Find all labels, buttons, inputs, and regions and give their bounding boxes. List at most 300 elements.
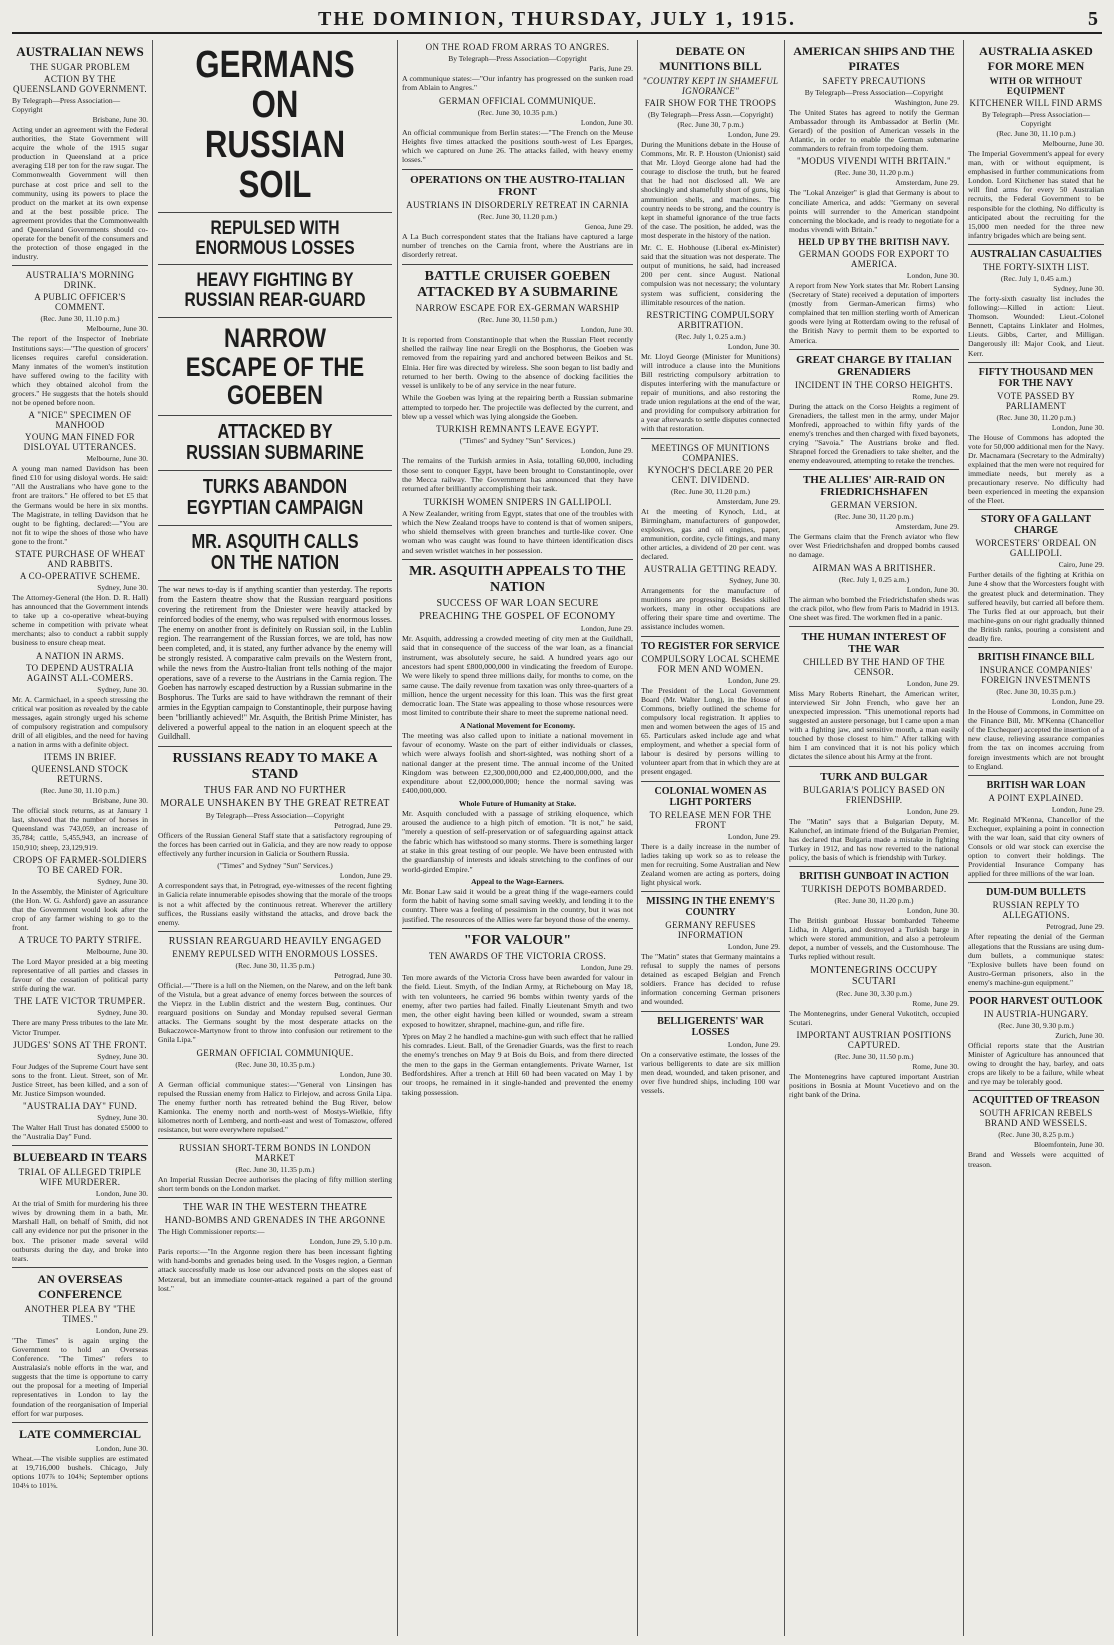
headline: JUDGES' SONS AT THE FRONT. (13, 1039, 147, 1050)
dateline: Sydney, June 30. (97, 1051, 148, 1061)
divider (789, 866, 959, 867)
section-subhead: Appeal to the Wage-Earners. (471, 876, 564, 886)
received-time: (Rec. June 30, 11.20 p.m.) (834, 168, 914, 178)
article-body: While the Goeben was lying at the repairing berth a Russian submarine attempted to torpedo her. The projectile was deflected by the current, and blew up a vessel which was lying alongside the Goeben. (402, 393, 633, 422)
column-rule (637, 40, 638, 1636)
credit: By Telegraph—Press Association—Copyright (448, 54, 587, 63)
article-body: Arrangements for the manufacture of munitions are progressing. Besides skilled workers, many in other occupations are offering their spare time and overtime. The assistance includes women. (641, 586, 780, 632)
subheadline: "COUNTRY KEPT IN SHAMEFUL IGNORANCE" (642, 76, 779, 96)
divider (968, 775, 1104, 776)
article-body: In the Assembly, the Minister of Agriculture (the Hon. W. G. Ashford) gave an assurance that the Government would look after the crop of any farmer wishing to go to the front. (12, 886, 148, 932)
headline: BATTLE CRUISER GOEBEN ATTACKED BY A SUBMARINE (417, 268, 618, 300)
article-body: A communique states:—"Our infantry has progressed on the sunken road from Ablain to Angres." (402, 74, 633, 93)
article-body: Miss Mary Roberts Rinehart, the American writer, interviewed Sir John French, who gave her an unexpected impression. "This unemotional reports had suggested an austere personage, but I came upon a man with a fighting jaw, and sensitive mouth, a man easily touched by those closest to him." After talking with him I am convinced that it is not his policy which dictates the silence about his Army at the front. (789, 688, 959, 762)
dateline: Sydney, June 30. (97, 583, 148, 592)
divider (12, 1145, 148, 1146)
subheadline: NARROW ESCAPE FOR EX-GERMAN WARSHIP (415, 302, 620, 313)
column-rule (152, 40, 153, 1636)
column-rule (397, 40, 398, 1636)
headline: GERMAN OFFICIAL COMMUNIQUE. (438, 95, 597, 106)
divider (158, 580, 392, 581)
credit: By Telegraph—Press Association—Copyright (804, 88, 944, 97)
divider (402, 264, 633, 265)
headline-deck: TURKS ABANDON EGYPTIAN CAMPAIGN (186, 476, 364, 520)
article-body: The Lord Mayor presided at a big meeting representative of all parties and classes in favour of the cessation of political party strife during the war. (12, 957, 148, 994)
headline: A NATION IN ARMS. (35, 650, 125, 661)
dateline: Sydney, June 30. (729, 576, 780, 586)
article-body: Wheat.—The visible supplies are estimated at 19,716,000 bushels. Chicago, July options 107⅞ to 104⅜; September options 104⅛ to 101⅜. (12, 1453, 148, 1490)
dateline: Washington, June 29. (894, 98, 959, 107)
article-body: A young man named Davidson has been fined £10 for using disloyal words. He said: "All the Australians who have gone to the front are traitors." He offered to bet £5 that the Germans would be here in six months. The Magistrate, in telling Davidson that he ought to be fighting, declared:—"You are not fit to wipe the shoes of those who have gone to the front." (12, 464, 148, 546)
headline: AUSTRALIA ASKED FOR MORE MEN (979, 44, 1093, 73)
divider (789, 469, 959, 470)
dateline: Amsterdam, June 29. (895, 178, 959, 188)
headline: AN OVERSEAS CONFERENCE (37, 1271, 123, 1301)
headline: A "NICE" SPECIMEN OF MANHOOD (28, 410, 132, 431)
headline: BLUEBEARD IN TEARS (13, 1150, 147, 1165)
headline: BRITISH WAR LOAN (986, 779, 1086, 791)
dateline: London, June 29. (727, 130, 780, 139)
subheadline: MORALE UNSHAKEN BY THE GREAT RETREAT (160, 798, 390, 810)
subheadline: THUS FAR AND NO FURTHER (203, 785, 347, 797)
headline: OPERATIONS ON THE AUSTRO-ITALIAN FRONT (410, 173, 625, 198)
headline: TO REGISTER FOR SERVICE (641, 640, 780, 652)
article-body: After repeating the denial of the German allegations that the Russians are using dum-dum bullets, a communique states: "Explosive bullets have been found on Austro-German prisoners, also in the enemy's machine-gun equipment." (968, 932, 1104, 987)
subheadline: SOUTH AFRICAN REBELS BRAND AND WESSELS. (979, 1108, 1093, 1129)
dateline: London, June 30. (906, 906, 959, 916)
headline: GERMAN OFFICIAL COMMUNIQUE. (196, 1047, 354, 1058)
divider (158, 1138, 392, 1139)
column-war-headlines (158, 40, 392, 1636)
dateline: Genoa, June 29. (584, 221, 633, 231)
article-body: The "Lokal Anzeiger" is glad that Germany is about to conciliate America, and adds: "Germany on several points will surrender to the American standpoint concerning the blockade, and is ready to negotiate for a modus vivendi with Britain." (789, 188, 959, 234)
headline: STATE PURCHASE OF WHEAT AND RABBITS. (15, 549, 145, 569)
subheadline: HAND-BOMBS AND GRENADES IN THE ARGONNE (164, 1215, 386, 1226)
dateline: London, June 30. (906, 584, 959, 594)
headline: AUSTRALIA'S MORNING DRINK. (25, 270, 135, 291)
received-time: (Rec. June 30, 11.20 p.m.) (670, 486, 751, 496)
received-time: (Rec. June 30, 11.20 p.m.) (996, 412, 1076, 422)
headline: LATE COMMERCIAL (18, 1426, 142, 1441)
subheadline: IN AUSTRIA-HUNGARY. (983, 1008, 1089, 1019)
article-body: The forty-sixth casualty list includes the following:—Killed in action: Lieut. Thomson. Wounded: Lieut.-Colonel Bennett, Captains Linklater and Holmes, Lieuts. Gibbs, Carter, and Milligan. Dangerously ill: Major Cook, and Lieut. Kerr. (968, 293, 1104, 358)
divider (968, 362, 1104, 363)
headline: DUM-DUM BULLETS (986, 887, 1086, 899)
subheadline: VOTE PASSED BY PARLIAMENT (997, 390, 1075, 411)
article-body: A German official communique states:—"General von Linsingen has repulsed the Russian enemy from Halicz to Firlejow, and across Gnila Lipa. The enemy further north has retreated behind the Bug River, below Kamionka. The enemy north and north-west of Mostys-Wielkie, fifty kilometres north of Lemberg, and north-east and west of Tomaszow, offered resistance, but were everywhere repulsed." (158, 1079, 392, 1134)
received-time: (Rec. June 30, 8.25 p.m.) (998, 1130, 1074, 1140)
dateline: Rome, June 29. (912, 391, 959, 401)
article-body: Four Judges of the Supreme Court have sent sons to the front. Lieut. Street, son of Mr. Justice Street, has been killed, and a son of Mr. Justice Simpson wounded. (12, 1061, 148, 1098)
subheadline: RUSSIAN REPLY TO ALLEGATIONS. (992, 900, 1080, 921)
column-australia-men (968, 40, 1104, 1636)
subheadline: COMPULSORY LOCAL SCHEME FOR MEN AND WOMEN. (641, 653, 780, 674)
article-body: Paris reports:—"In the Argonne region there has been incessant fighting with hand-bombs and grenades being used. In the Vosges region, a German attack successfully made us lose our advanced posts on the slopes east of Metzeral, but an immediate counter-attack regained a part of the ground lost." (158, 1247, 392, 1293)
article-body: The official stock returns, as at January 1 last, showed that the number of horses in Queensland was 743,059, an increase of 35,784; cattle, 5,455,943, an increase of 150,910; sheep, 23,129,919. (12, 806, 148, 852)
headline-deck: NARROW ESCAPE OF THE GOEBEN (185, 323, 365, 410)
headline: AMERICAN SHIPS AND THE PIRATES (793, 44, 955, 73)
headline: TURK AND BULGAR (820, 770, 928, 783)
article-body: The "Matin" says that a Bulgarian Deputy, M. Kalunchef, an intimate friend of the Bulgarian Premier, has declared that Bulgaria made a mistake in fighting Turkey in 1912, and has now reverted to the national policy, the basis of which is friendship with Turkey. (789, 816, 959, 862)
dateline: London, June 30. (727, 341, 780, 351)
subheadline: FAIR SHOW FOR THE TROOPS (644, 98, 777, 108)
received-time: (Rec. June 30, 9.30 p.m.) (998, 1020, 1074, 1030)
dateline: Brisbane, June 30. (92, 796, 148, 806)
credit: By Telegraph—Press Association—Copyright (981, 110, 1091, 128)
dateline: London, June 29. (580, 624, 633, 634)
subheadline: GERMAN VERSION. (830, 500, 918, 511)
dateline: London, June 29. (906, 678, 959, 688)
subheadline: TEN AWARDS OF THE VICTORIA CROSS. (428, 951, 607, 962)
headline: MR. ASQUITH APPEALS TO THE NATION (409, 564, 626, 596)
subheadline: GERMANY REFUSES INFORMATION (665, 919, 756, 940)
article-body: The airman who bombed the Friedrichshafen sheds was the crack pilot, who flew from Paris to Madrid in 1913. One sheet was fired. The workmen fled in a panic. (789, 594, 959, 622)
credit: By Telegraph—Press Association—Copyright (12, 96, 121, 114)
subheadline: TO RELEASE MEN FOR THE FRONT (649, 809, 772, 830)
dateline: London, June 29. (727, 941, 780, 951)
dateline: Melbourne, June 30. (86, 947, 148, 957)
headline: DEBATE ON MUNITIONS BILL (659, 44, 762, 73)
dateline: Cairo, June 29. (1058, 560, 1104, 570)
dateline: Sydney, June 30. (97, 684, 148, 694)
dateline: Rome, June 30. (912, 1061, 959, 1071)
subheadline: WORCESTERS' ORDEAL ON GALLIPOLI. (975, 538, 1097, 559)
divider (968, 244, 1104, 245)
divider (968, 647, 1104, 648)
subheadline: A CO-OPERATIVE SCHEME. (19, 571, 141, 581)
divider (402, 928, 633, 929)
dateline: London, June 29. (1051, 697, 1104, 707)
divider (158, 525, 392, 526)
article-body: The Attorney-General (the Hon. D. R. Hall) has announced that the Government intends to take up a co-operative wheat-buying scheme in competition with private wheat merchants; also to conduct a rabbit supply business to ensure cheap meat. (12, 593, 148, 648)
article-body: Brand and Wessels were acquitted of treason. (968, 1150, 1104, 1169)
page-number: 5 (1088, 8, 1098, 30)
dateline: London, June 29. (727, 1039, 780, 1049)
subheadline: THE FORTY-SIXTH LIST. (982, 261, 1090, 272)
article-body: The United States has agreed to notify the German Ambassador through its Ambassador at Berlin (Mr. Gerard) of the position of American vessels in the Atlantic, in order to enable the German submarine commanders to refrain from torpedoing them. (789, 108, 959, 154)
article-body: Mr. Reginald M'Kenna, Chancellor of the Exchequer, explaining a point in connection with the war loan, said that city owners of Consols or old war stock can exercise the option to convert their holdings. The Providential Insurance Company has applied for three millions of the war loan. (968, 814, 1104, 879)
headline: MISSING IN THE ENEMY'S COUNTRY (646, 895, 775, 918)
received-time: (Rec. June 30, 7 p.m.) (677, 120, 744, 129)
article-body: During the Munitions debate in the House of Commons, Mr. R. P. Houston (Unionist) said that Mr. Lloyd George alone had had the courage to disclose the truth, but he feared that he had not disclosed all. We are shockingly and shamefully short of guns, big ammunition shells, and machines. The country needs to be strong, and the country is kept in shameful ignorance of the true facts of the case. The position, he added, was the most desperate in the history of the nation. (641, 140, 780, 240)
subheadline: ACTION BY THE QUEENSLAND GOVERNMENT. (13, 74, 147, 94)
dateline: Zurich, June 30. (1055, 1030, 1104, 1040)
article-body: The Montenegrins, under General Vukotitch, occupied Scutari. (789, 1008, 959, 1027)
subheadline: YOUNG MAN FINED FOR DISLOYAL UTTERANCES. (23, 432, 137, 453)
headline: THE LATE VICTOR TRUMPER. (14, 996, 146, 1007)
article-body: The House of Commons has adopted the vote for 50,000 additional men for the Navy. Dr. Macnamara (Secretary to the Admiralty) explained that the men were not required for immediate needs, but merely as a precautionary reserve. No difficulty had been experienced in meeting the expansion of the Fleet. (968, 432, 1104, 506)
headline: ON THE ROAD FROM ARRAS TO ANGRES. (425, 42, 610, 52)
divider (402, 559, 633, 560)
headline: RUSSIAN SHORT-TERM BONDS IN LONDON MARKET (179, 1143, 371, 1164)
headline: TURKISH WOMEN SNIPERS IN GALLIPOLI. (423, 496, 612, 507)
received-time: (Rec. July 1, 0.25 a.m.) (838, 574, 910, 584)
section-subhead: Whole Future of Humanity at Stake. (459, 798, 576, 808)
subheadline: WITH OR WITHOUT EQUIPMENT (989, 76, 1083, 96)
headline: "AUSTRALIA DAY" FUND. (22, 1101, 138, 1111)
column-american-ships (789, 40, 959, 1636)
article-body: Mr. Lloyd George (Minister for Munitions) will introduce a clause into the Munitions Bill restricting compulsory arbitration to disputes interfering with the manufacture or repair of munitions, and also restoring the trade union regulations at the end of the war, and providing for compulsory arbitration for a year afterwards to settle disputes connected with that restoration. (641, 351, 780, 434)
article-body: Mr. C. E. Hobhouse (Liberal ex-Minister) said that the situation was not desperate. The output of munitions, he said, had increased 200 per cent. since August. National compulsion was not necessary; the voluntary system was sufficient, considering the illimitable resources of the nation. (641, 243, 780, 307)
headline: BRITISH FINANCE BILL (977, 652, 1095, 664)
dateline: London, June 29. (727, 675, 780, 685)
article-body: "The Times" is again urging the Government to hold an Overseas Conference. "The Times" refers to Australasia's noble efforts in the war, and suggests that the time is opportune to carry out the proposal for a meeting of Imperial representatives in London to lay the foundation of the reorganisation of Imperial effort for war purposes. (12, 1335, 148, 1418)
divider (158, 212, 392, 213)
section-subhead: A National Movement for Economy. (459, 720, 576, 730)
article-body: The Germans claim that the French aviator who flew over West Friedrichshafen and dropped bombs caused no damage. (789, 532, 959, 560)
headline-deck: REPULSED WITH ENORMOUS LOSSES (195, 217, 355, 259)
service-credit: ("Times" and Sydney "Sun" Services.) (217, 861, 333, 871)
article-body: Official.—"There is a lull on the Niemen, on the Narew, and on the left bank of the Vistula, but a great advance of enemy forces between the sources of the Vieprz in the Lublin district and the western Bug, continues. Our rearguard positions on Sunday and Monday repulsed several German attacks. The Germans sought by the most desperate attacks on the Bukaczowce-Martynow front to throw into confusion our retirement to the Gnila Lipa." (158, 980, 392, 1045)
article-body: A report from New York states that Mr. Robert Lansing (Secretary of State) received a deputation of importers (mostly from German-American firms) who complained that ten million sterling worth of American goods were lying at Rotterdam owing to the refusal of the British Navy to permit them to be exported to America. (789, 280, 959, 345)
section-title: AUSTRALIAN NEWS (16, 44, 144, 59)
headline: IMPORTANT AUSTRIAN POSITIONS CAPTURED. (796, 1029, 952, 1050)
headline: RESTRICTING COMPULSORY ARBITRATION. (646, 309, 775, 330)
dateline: London, June 30. (580, 117, 633, 127)
headline: BELLIGERENTS' WAR LOSSES (657, 1015, 764, 1038)
dateline: Petrograd, June 29. (1046, 922, 1104, 932)
received-time: (Rec. June 30, 3.30 p.m.) (836, 988, 912, 998)
dateline: London, June 30. (95, 1443, 148, 1453)
received-time: (Rec. June 30, 11.35 p.m.) (235, 1165, 315, 1175)
dateline: Melbourne, June 30. (86, 454, 148, 464)
article-body: During the attack on the Corso Heights a regiment of Grenadiers, the tallest men in the army, under Major Monfredi, approached to within fifty yards of the enemy's trenches and then charged with fixed bayonets, crying "Savoia." The Austrians broke and fled. Shrapnel forced the Grenadiers to take shelter, and the enemy endeavoured, attempting to retake the trenches. (789, 401, 959, 466)
masthead (12, 6, 1102, 34)
subheadline: TRIAL OF ALLEGED TRIPLE WIFE MURDERER. (18, 1167, 142, 1188)
article-body: The remains of the Turkish armies in Asia, totalling 60,000, including those sent to conquer Egypt, have been brought to Constantinople, over the Mecca railway. The Government has announced that they have returned after brilliantly accomplishing their task. (402, 456, 633, 494)
subheadline: A PUBLIC OFFICER'S COMMENT. (34, 292, 126, 313)
article-body: An official communique from Berlin states:—"The French on the Meuse Heights five times attacked the positions south-west of Les Eparges, which we captured on June 26. The attacks failed, with heavy enemy losses." (402, 127, 633, 165)
headline: BRITISH GUNBOAT IN ACTION (799, 871, 949, 883)
received-time: (Rec. July 1, 0.25 a.m.) (675, 331, 746, 341)
headline: COLONIAL WOMEN AS LIGHT PORTERS (654, 785, 767, 808)
dateline: London, June 29. (1051, 804, 1104, 814)
headline: TURKISH REMNANTS LEAVE EGYPT. (436, 424, 599, 435)
article-body: Ypres on May 2 he handled a machine-gun with such effect that he rallied his comrades. Lieut. Ball, of the Grenadier Guards, was the first to reach the enemy's trenches on May 9 at Bois du Bois, and from there directed the men to the gaps in the German entanglements. Private Warner, 1st Bedfordshires. After a trench at Hill 60 had been vacated on May 1 by our troops, he remained in it single-handed and prevented the enemy taking possession. (402, 1031, 633, 1097)
divider (158, 746, 392, 747)
headline: STORY OF A GALLANT CHARGE (980, 514, 1092, 537)
headline: FIFTY THOUSAND MEN FOR THE NAVY (978, 366, 1094, 389)
received-time: (Rec. June 30, 11.50 p.m.) (477, 314, 558, 324)
subheadline: TO DEPEND AUSTRALIA AGAINST ALL-COMERS. (25, 662, 135, 683)
main-headline: GERMANS ON RUSSIAN SOIL (195, 44, 355, 206)
subheadline: KITCHENER WILL FIND ARMS (969, 98, 1103, 108)
credit: The High Commissioner reports:— (158, 1227, 265, 1237)
article-body: It is reported from Constantinople that when the Russian Fleet recently shelled the railway line near Eregli on the Bosphorus, the Goeben was removed from the repairing yard and anchored between Beikos and St. Elnia. Her fire was directed by wireless. She soon began to list badly and returned to her berth. Owing to the absence of docking facilities the vessel is unlikely to be of any service in the near future. (402, 334, 633, 391)
headline: CROPS OF FARMER-SOLDIERS TO BE CARED FOR. (12, 854, 148, 875)
dateline: London, June 29. (727, 831, 780, 841)
divider (968, 509, 1104, 510)
headline: AUSTRALIAN CASUALTIES (970, 248, 1102, 260)
headline-deck: MR. ASQUITH CALLS ON THE NATION (191, 531, 359, 575)
divider (12, 265, 148, 266)
article-body: Acting under an agreement with the Federal authorities, the State Government will acquire the whole of the 1915 sugar production in Queensland at a price averaging £18 per ton for the raw sugar. The Commonwealth Government will then purchase at cost price and sell to the community, using its powers to place the product on the market at its own expense and at the best possible price. The agreement provides that the Commonwealth and Queensland Governments should co-operate for the benefit of the consumers and the protection of those engaged in the industry. (12, 125, 148, 262)
dateline: Petrograd, June 29. (334, 821, 392, 831)
dateline: Melbourne, June 30. (86, 324, 148, 334)
column-rule (963, 40, 964, 1636)
article-body: The British gunboat Hussar bombarded Teheeme Lidha, in Algeria, and destroyed a Turkish barge in which were stored ammunition, and also a petroleum depot, a number of vessels, and the Customhouse. The Turks replied without result. (789, 916, 959, 962)
received-time: (Rec. June 30, 10.35 p.m.) (996, 687, 1076, 697)
subheadline: CHILLED BY THE HAND OF THE CENSOR. (803, 656, 945, 677)
received-time: (Rec. June 30, 11.10 p.m.) (40, 786, 120, 796)
headline: HELD UP BY THE BRITISH NAVY. (798, 236, 950, 247)
divider (158, 470, 392, 471)
subheadline: ENEMY REPULSED WITH ENORMOUS LOSSES. (172, 948, 378, 959)
article-body: Mr. Bonar Law said it would be a great thing if the wage-earners could form the habit of having some small saving weekly, and lending it to the country. There was a feeling of pessimism in the country, but it was not justified. The resources of the Allies were far beyond those of the enemy. (402, 886, 633, 924)
article-body: Ten more awards of the Victoria Cross have been awarded for valour in the field. Lieut. Smyth, of the Indian Army, at Richebourg on May 18, with ten volunteers, he carried 96 bombs within twenty yards of the enemy, after two parties had failed. Finally Lieutenant Smyth and two men, the other eight having been killed or wounded, swam a stream exposed to howitzer, shrapnel, machine-gun, and rifle fire. (402, 973, 633, 1029)
headline: ITEMS IN BRIEF. (43, 752, 117, 763)
dateline: London, June 29. (339, 871, 392, 881)
headline: THE SUGAR PROBLEM (29, 62, 131, 72)
dateline: Sydney, June 30. (97, 1008, 148, 1018)
article-body: At the meeting of Kynoch, Ltd., at Birmingham, manufacturers of gunpowder, explosives, gas and oil engines, paper, ammunition, cordite, cycle fittings, and many other articles, a dividend of 20 per cent. was declared. (641, 506, 780, 561)
column-munitions (641, 40, 780, 1636)
dateline: Sydney, June 30. (97, 1113, 148, 1122)
divider (158, 264, 392, 265)
service-credit: ("Times" and Sydney "Sun" Services.) (459, 436, 576, 446)
divider (789, 349, 959, 350)
subheadline: SUCCESS OF WAR LOAN SECURE (436, 598, 599, 610)
divider (968, 882, 1104, 883)
article-body: The report of the Inspector of Inebriate Institutions says:—"The question of grocers' licenses requires careful consideration. Many inmates of the women's institution have suffered owing to the facility with which they obtained alcohol from the grocers." He suggests that the hotels should not be opened before noon. (12, 334, 148, 408)
dateline: Rome, June 29. (912, 998, 959, 1008)
article-body: There is a daily increase in the number of ladies taking up work so as to release the men for recruiting. Some Australian and New Zealand women are acting as porters, doing light physical work. (641, 841, 780, 887)
divider (158, 1197, 392, 1198)
headline: "FOR VALOUR" (463, 933, 572, 949)
article-body: Mr. A. Carmichael, in a speech stressing the critical war position as revealed by the cable messages, again strongly urged his scheme of compulsory registration and compulsory drill of all eligibles, and the need for having a nation in arms with a definite object. (12, 694, 148, 750)
headline: THE WAR IN THE WESTERN THEATRE (182, 1202, 368, 1214)
subheadline: A POINT EXPLAINED. (988, 792, 1084, 803)
dateline: London, June 30. (580, 324, 633, 334)
credit: (By Telegraph—Press Assn.—Copyright) (648, 110, 773, 119)
divider (641, 1011, 780, 1012)
article-body: On a conservative estimate, the losses of the various belligerents to date are six million men dead, wounded, and taken prisoner, and over five hundred ships, including 100 war vessels. (641, 1049, 780, 1095)
dateline: Sydney, June 30. (1053, 283, 1104, 293)
received-time: (Rec. June 30, 11.50 p.m.) (834, 1051, 914, 1061)
subheadline: GERMAN GOODS FOR EXPORT TO AMERICA. (798, 248, 950, 269)
received-time: (Rec. June 30, 11.20 p.m.) (477, 211, 558, 221)
article-body: Mr. Asquith, addressing a crowded meeting of city men at the Guildhall, said that in consequence of the success of the war loan, as a financial instrument, was absolutely secure, he said. A hundred years ago our ancestors had spent £800,000,000 in vindicating the freedom of Europe. We were likely to spend three millions daily, for months to come, on the same cause. The daily revenue from taxation was only three-quarters of a million, hence the urgent necessity for this loan. This was the first great democratic loan. The State was appealing to those whose resources were most limited to contribute their share to meet the supreme national need. (402, 634, 633, 718)
article-body: The "Matin" states that Germany maintains a refusal to supply the names of persons detained as escaped Belgian and French soldiers. France has decided to refuse information concerning German prisoners and wounded. (641, 951, 780, 1007)
headline: POOR HARVEST OUTLOOK (969, 995, 1103, 1007)
headline-deck: HEAVY FIGHTING BY RUSSIAN REAR-GUARD (184, 270, 366, 312)
subheadline: INSURANCE COMPANIES' FOREIGN INVESTMENTS (979, 665, 1093, 686)
received-time: (Rec. June 30, 11.20 p.m.) (834, 896, 914, 906)
article-body: There are many Press tributes to the late Mr. Victor Trumper. (12, 1018, 148, 1037)
headline: THE ALLIES' AIR-RAID ON FRIEDRICHSHAFEN (802, 474, 946, 499)
dateline: Petrograd, June 30. (334, 970, 392, 980)
dateline: Sydney, June 30. (97, 876, 148, 886)
article-body: Official reports state that the Austrian Minister of Agriculture has announced that owing to drought the hay, barley, and oats crops are likely to be a failure, while wheat and rye may be tolerably good. (968, 1040, 1104, 1087)
subheadline: AUSTRIANS IN DISORDERLY RETREAT IN CARNIA (406, 199, 629, 210)
article-body: A New Zealander, writing from Egypt, states that one of the troubles with which the New Zealand troops have to contend is that of women snipers, who shield themselves with green branches and turtle-like cover. One woman who was caught was found to have thirteen identification discs and seven wristlet watches in her possession. (402, 508, 633, 555)
article-body: An Imperial Russian Decree authorises the placing of fifty million sterling short term bonds on the London market. (158, 1175, 392, 1194)
headline: GREAT CHARGE BY ITALIAN GRENADIERS (796, 353, 952, 378)
article-body: The Montenegrins have captured important Austrian positions in Bosnia at Mount Vucetievo and on the right bank of the Drina. (789, 1071, 959, 1099)
headline: RUSSIANS READY TO MAKE A STAND (172, 751, 378, 783)
column-war-news (402, 40, 633, 1636)
dateline: London, June 30. (906, 270, 959, 280)
article-body: Further details of the fighting at Krithia on June 4 show that the Worcesters fought with the greatest pluck and determination. They suffered heavily, but carried all before them. The Turks fled at our approach, but their machine-guns on our right gradually thinned the British ranks, pouring a consistent and deadly fire. (968, 570, 1104, 643)
subheadline: PREACHING THE GOSPEL OF ECONOMY (419, 611, 616, 623)
dateline: London, June 30. (1051, 422, 1104, 432)
divider (641, 438, 780, 439)
received-time: (Rec. June 30, 11.10 p.m.) (996, 129, 1076, 138)
subheadline: BULGARIA'S POLICY BASED ON FRIENDSHIP. (802, 784, 946, 805)
headline-deck: ATTACKED BY RUSSIAN SUBMARINE (186, 421, 364, 465)
subheadline: INCIDENT IN THE CORSO HEIGHTS. (795, 379, 953, 390)
subheadline: KYNOCH'S DECLARE 20 PER CENT. DIVIDEND. (647, 464, 774, 485)
headline: MEETINGS OF MUNITIONS COMPANIES. (651, 442, 770, 463)
dateline: Melbourne, June 30. (1042, 139, 1104, 148)
column-australian-news (12, 40, 148, 1636)
dateline: London, June 29. (906, 806, 959, 816)
received-time: (Rec. June 30, 11.20 p.m.) (834, 512, 914, 522)
divider (12, 1422, 148, 1423)
divider (158, 415, 392, 416)
subheadline: QUEENSLAND STOCK RETURNS. (31, 764, 129, 785)
dateline: Amsterdam, June 29. (716, 496, 780, 506)
dateline: Paris, June 29. (589, 64, 633, 73)
headline: RUSSIAN REARGUARD HEAVILY ENGAGED (168, 935, 382, 947)
dateline: London, June 29, 5.10 p.m. (309, 1237, 392, 1247)
article-body: Mr. Asquith concluded with a passage of striking eloquence, which aroused the audience to a high pitch of emotion. "It is not," he said, "merely a question of self-preservation or of safeguarding against attack the fabric which has withstood so many storms. There is something larger at stake in this great testing of our people. We have been entrusted with the guardianship of interests and ideals stretching to the confines of our world-girded Empire." (402, 808, 633, 874)
divider (641, 891, 780, 892)
divider (968, 1090, 1104, 1091)
dateline: London, June 30. (339, 1069, 392, 1079)
subheadline: ANOTHER PLEA BY "THE TIMES." (24, 1303, 136, 1324)
divider (158, 317, 392, 318)
war-summary: The war news to-day is if anything scantier than yesterday. The reports from the Eastern theatre show that the Russian rearguard positions covering the retirement from the Dniester were heavily attacked by reinforced bodies of the enemy, who was repulsed with enormous losses. The enemy on another front is definitely on Russian soil, in the Lublin region. The rearrangement of the Russian forces, we are told, has now been completed, and, it is stated, any further advance by the enemy will be strongly resisted. A comparative calm prevails on the Western front, while the news from the Austro-Italian front tells nothing of the major operations, save of a reverse to the Austrians in the Carnia region. The Goeben has narrowly escaped destruction by a Russian submarine in the Bosphorus. The Turks are said to have withdrawn the remnant of their armies in the Egyptian campaign to Constantinople, their purpose having been "brilliantly achieved!" Mr. Asquith, the British Prime Minister, has delivered a powerful appeal to the nation in an eloquent speech at the Guildhall. (158, 585, 392, 742)
column-rule (784, 40, 785, 1636)
article-body: At the trial of Smith for murdering his three wives by drowning them in a bath, Mr. Marshall Hall, on behalf of Smith, did not call any evidence nor put the prisoner in the box. The prisoner made several wild outbursts during the day, and broke into tears. (12, 1199, 148, 1263)
divider (789, 766, 959, 767)
headline: ACQUITTED OF TREASON (972, 1095, 1100, 1107)
headline: THE HUMAN INTEREST OF THE WAR (801, 630, 947, 655)
headline: "MODUS VIVENDI WITH BRITAIN." (797, 156, 951, 167)
dateline: London, June 29. (95, 1325, 148, 1335)
received-time: (Rec. June 30, 11.10 p.m.) (40, 314, 120, 324)
article-body: The Walter Hall Trust has donated £5000 to the "Australia Day" Fund. (12, 1123, 148, 1142)
article-body: A correspondent says that, in Petrograd, eye-witnesses of the recent fighting in Galicia relate innumerable episodes showing that the morale of the troops is not a whit affected by the continuous retreat. Wherever the artillery suffices, the Russians easily withstand the attacks, and drove back the enemy. (158, 881, 392, 927)
dateline: London, June 30. (95, 1189, 148, 1199)
subheadline: SAFETY PRECAUTIONS (822, 76, 926, 86)
headline: MONTENEGRINS OCCUPY SCUTARI (810, 964, 938, 987)
divider (402, 169, 633, 170)
masthead-title: THE DOMINION, THURSDAY, JULY 1, 1915. (318, 7, 796, 30)
divider (789, 626, 959, 627)
dateline: Brisbane, June 30. (92, 115, 148, 124)
divider (968, 991, 1104, 992)
article-body: A La Buch correspondent states that the Italians have captured a large number of trenches on the Carnia front, where the Austrians are in disorderly retreat. (402, 231, 633, 260)
headline: AUSTRALIA GETTING READY. (643, 564, 778, 575)
divider (641, 781, 780, 782)
received-time: (Rec. June 30, 10.35 p.m.) (477, 107, 558, 117)
dateline: London, June 29. (580, 963, 633, 973)
article-body: The President of the Local Government Board (Mr. Walter Long), in the House of Commons, briefly outlined the scheme for compulsory local registration. It applies to men and women between the ages of 15 and 65. Particulars asked include age and what employment, and whether a special form of labour is desired by persons willing to volunteer apart from that in which they are at present engaged. (641, 685, 780, 777)
received-time: (Rec. June 30, 11.35 p.m.) (235, 960, 315, 970)
subheadline: TURKISH DEPOTS BOMBARDED. (801, 884, 947, 895)
headline: A TRUCE TO PARTY STRIFE. (18, 935, 142, 946)
dateline: Amsterdam, June 29. (895, 522, 959, 532)
divider (12, 1267, 148, 1268)
headline: AIRMAN WAS A BRITISHER. (812, 562, 936, 573)
article-body: The meeting was also called upon to initiate a national movement in favour of economy. Waste on the part of either individuals or classes, which were always foolish and short-sighted, was nothing short of a national danger at the present time. The annual income of the United Kingdom was between £2,300,000,000 and £2,400,000,000, and the expenditure about £2,000,000,000; hence the normal saving was £400,000,000. (402, 730, 633, 796)
divider (158, 931, 392, 932)
article-body: Officers of the Russian General Staff state that a satisfactory regrouping of the forces has been carried out in Galicia, and they are now ready to oppose effectively any further incursion in Galicia or Southern Russia. (158, 831, 392, 859)
received-time: (Rec. July 1, 0.45 a.m.) (1000, 273, 1072, 283)
article-body: The Imperial Government's appeal for every man, with or without equipment, is emphasised in further communications from London. Lord Kitchener has stated that he will find arms for every 50 Australian recruits, the Federal Government to be responsible for the clothing. No difficulty is anticipated about the recruiting for the 15,000 men needed for the three new infantry brigades which are being sent. (968, 149, 1104, 240)
